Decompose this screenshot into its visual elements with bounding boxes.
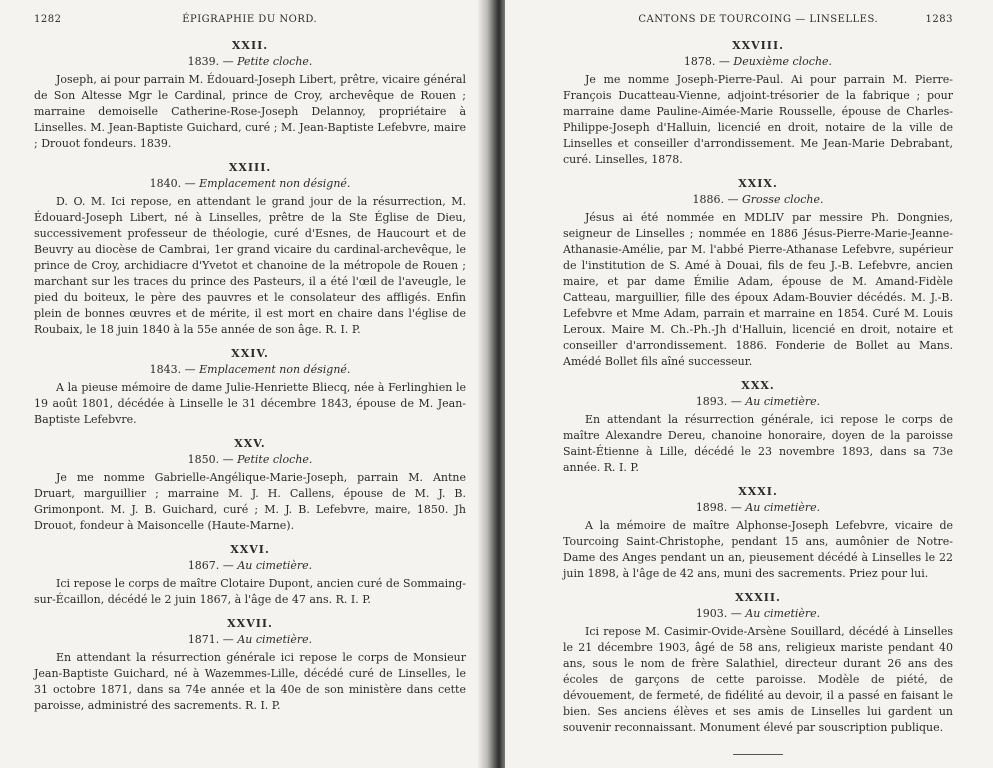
entry-date-line xyxy=(34,633,466,646)
entry-date-line xyxy=(563,395,953,408)
entry-date-line xyxy=(563,501,953,514)
entry-location: Au cimetière. xyxy=(237,559,313,572)
entry-text: D. O. M. Ici repose, en attendant le grand jour de la résurrection, M. Édouard-Joseph Libert, né à Linselles, prêtre de la Ste Église de Dieu, successivement professeur de théologie, curé d'Esnes, de Haucourt et de Beuvry au diocèse de Cambrai, 1er grand vicaire du cardinal-archevêque, le prince de Croy, archidiacre d'Yvetot et chanoine de la métropole de Rouen ; marchant sur les traces du prince des Pasteurs, il a été l'œil de l'aveugle, le pied du boiteux, le père des pauvres et le consolateur des affligés. Enfin plein de bonnes œuvres et de mérite, il est mort en chaire dans l'église de Roubaix, le 18 juin 1840 à la 55e année de son âge. R. I. P. xyxy=(34,195,466,336)
entry-date-line xyxy=(563,55,953,68)
entry-number: XXIV. xyxy=(231,347,269,360)
entry-date-line xyxy=(34,453,466,466)
entry-xxiii xyxy=(34,161,466,338)
entry-date: 1893. — xyxy=(695,395,742,408)
entry-text: A la mémoire de maître Alphonse-Joseph Lefebvre, vicaire de Tourcoing Saint-Christophe, pendant 15 ans, aumônier de Notre-Dame des Anges pendant un an, pieusement décédé à Linselles le 22 juin 1898, à l'âge de 42 ans, muni des sacrements. Priez pour lui. xyxy=(563,519,953,580)
entry-date: 1898. — xyxy=(695,501,742,514)
entry-xxiv xyxy=(34,347,466,428)
entry-date: 1878. — xyxy=(683,55,730,68)
entry-number: XXV. xyxy=(234,437,266,450)
entry-text: Joseph, ai pour parrain M. Édouard-Joseph Libert, prêtre, vicaire général de Son Altesse Mgr le Cardinal, prince de Croy, archevêque de Rouen ; marraine demoiselle Catherine-Rose-Joseph Delannoy, propriétaire à Linselles. M. Jean-Baptiste Guichard, curé ; M. Jean-Baptiste Lefebvre, maire ; Drouot fondeurs. 1839. xyxy=(34,73,466,150)
entry-date-line xyxy=(34,363,466,376)
entry-date: 1871. — xyxy=(187,633,234,646)
entry-text: En attendant la résurrection générale ici repose le corps de Monsieur Jean-Baptiste Guichard, né à Wazemmes-Lille, décédé curé de Linselles, le 31 octobre 1871, dans sa 74e année et la 40e de son ministère dans cette paroisse, administré des sacrements. R. I. P. xyxy=(34,651,466,712)
entry-location: Grosse cloche. xyxy=(741,193,824,206)
entry-xxviii xyxy=(563,39,953,168)
right-running-head xyxy=(563,14,953,25)
entry-location: Au cimetière. xyxy=(745,607,821,620)
entry-date-line xyxy=(34,177,466,190)
right-page-number: 1283 xyxy=(925,14,953,25)
entry-text: Je me nomme Gabrielle-Angélique-Marie-Joseph, parrain M. Antne Druart, marguillier ; marraine M. J. H. Callens, épouse de M. J. B. Grimonpont. M. J. B. Guichard, curé ; M. J. B. Lefebvre, maire, 1850. Jh Drouot, fondeur à Maisoncelle (Haute-Marne). xyxy=(34,471,466,532)
entry-number: XXVI. xyxy=(230,543,270,556)
entry-text: Ici repose M. Casimir-Ovide-Arsène Souillard, décédé à Linselles le 21 décembre 1903, âgé de 58 ans, religieux mariste pendant 40 ans, sous le nom de frère Salathiel, directeur durant 26 ans des écoles de garçons de cette paroisse. Modèle de piété, de dévouement, de fermeté, de fidélité au devoir, il a passé en faisant le bien. Ses anciens élèves et ses amis de Linselles lui gardent un souvenir reconnaissant. Monument élevé par souscription publique. xyxy=(563,625,953,734)
entry-number: XXX. xyxy=(741,379,775,392)
entry-date: 1843. — xyxy=(149,363,196,376)
entry-number: XXXI. xyxy=(738,485,778,498)
entry-location: Emplacement non désigné. xyxy=(199,177,351,190)
entry-date-line xyxy=(563,607,953,620)
entry-location: Au cimetière. xyxy=(745,501,821,514)
entry-date-line xyxy=(34,55,466,68)
entry-number: XXVII. xyxy=(227,617,273,630)
entry-xxix xyxy=(563,177,953,370)
entry-location: Emplacement non désigné. xyxy=(199,363,351,376)
entry-date-line xyxy=(563,193,953,206)
entry-date: 1886. — xyxy=(692,193,739,206)
entry-date: 1840. — xyxy=(149,177,196,190)
entry-number: XXIX. xyxy=(738,177,778,190)
entry-date: 1903. — xyxy=(695,607,742,620)
entry-number: XXVIII. xyxy=(732,39,784,52)
right-page xyxy=(505,0,993,768)
entry-location: Au cimetière. xyxy=(237,633,313,646)
entry-xxvii xyxy=(34,617,466,714)
right-running-title: CANTONS DE TOURCOING — LINSELLES. xyxy=(638,14,879,25)
entry-location: Deuxième cloche. xyxy=(733,55,833,68)
left-page-number: 1282 xyxy=(34,14,62,25)
left-running-head xyxy=(34,14,466,25)
entry-number: XXXII. xyxy=(735,591,781,604)
entry-text: Jésus ai été nommée en MDLIV par messire Ph. Dongnies, seigneur de Linselles ; nommée en 1886 Jésus-Pierre-Marie-Jeanne-Athanasie-Amélie, par M. l'abbé Pierre-Athanase Lefebvre, supérieur de l'institution de S. Amé à Douai, fils de feu J.-B. Lefebvre, ancien maire, et par dame Émilie Adam, épouse de M. Amand-Fidèle Catteau, marguillier, fille des époux Adam-Bouvier décédés. M. J.-B. Lefebvre et Mme Adam, parrain et marraine en 1854. Curé M. Louis Leroux. Maire M. Ch.-Ph.-Jh d'Halluin, licencié en droit, notaire et conseiller d'arrondissement. 1886. Fonderie de Bollet au Mans. Amédé Bollet fils aîné successeur. xyxy=(563,211,953,368)
entry-location: Petite cloche. xyxy=(237,453,313,466)
left-running-title: ÉPIGRAPHIE DU NORD. xyxy=(182,14,318,25)
entry-xxii xyxy=(34,39,466,152)
end-rule xyxy=(733,754,783,755)
entry-text: En attendant la résurrection générale, ici repose le corps de maître Alexandre Dereu, chanoine honoraire, doyen de la paroisse Saint-Étienne à Lille, décédé le 23 novembre 1893, dans sa 73e année. R. I. P. xyxy=(563,413,953,474)
entry-date: 1867. — xyxy=(187,559,234,572)
entry-location: Petite cloche. xyxy=(237,55,313,68)
entry-xxxi xyxy=(563,485,953,582)
entry-text: A la pieuse mémoire de dame Julie-Henriette Bliecq, née à Ferlinghien le 19 août 1801, décédée à Linselle le 31 décembre 1843, épouse de M. Jean-Baptiste Lefebvre. xyxy=(34,381,466,426)
entry-xxxii xyxy=(563,591,953,736)
entry-date: 1839. — xyxy=(187,55,234,68)
entry-date-line xyxy=(34,559,466,572)
entry-number: XXII. xyxy=(231,39,269,52)
entry-number: XXIII. xyxy=(228,161,272,174)
entry-xxvi xyxy=(34,543,466,608)
entry-date: 1850. — xyxy=(187,453,234,466)
entry-xxv xyxy=(34,437,466,534)
entry-text: Je me nomme Joseph-Pierre-Paul. Ai pour parrain M. Pierre-François Ducatteau-Vienne, adjoint-trésorier de la fabrique ; pour marraine dame Pauline-Aimée-Marie Rousselle, épouse de Charles-Philippe-Joseph d'Halluin, licencié en droit, notaire de la ville de Linselles et conseiller d'arrondissement. Me Jean-Marie Debrabant, curé. Linselles, 1878. xyxy=(563,73,953,166)
left-page xyxy=(0,0,488,768)
entry-text: Ici repose le corps de maître Clotaire Dupont, ancien curé de Sommaing-sur-Écaillon, décédé le 2 juin 1867, à l'âge de 47 ans. R. I. P. xyxy=(34,577,466,606)
entry-xxx xyxy=(563,379,953,476)
entry-location: Au cimetière. xyxy=(745,395,821,408)
